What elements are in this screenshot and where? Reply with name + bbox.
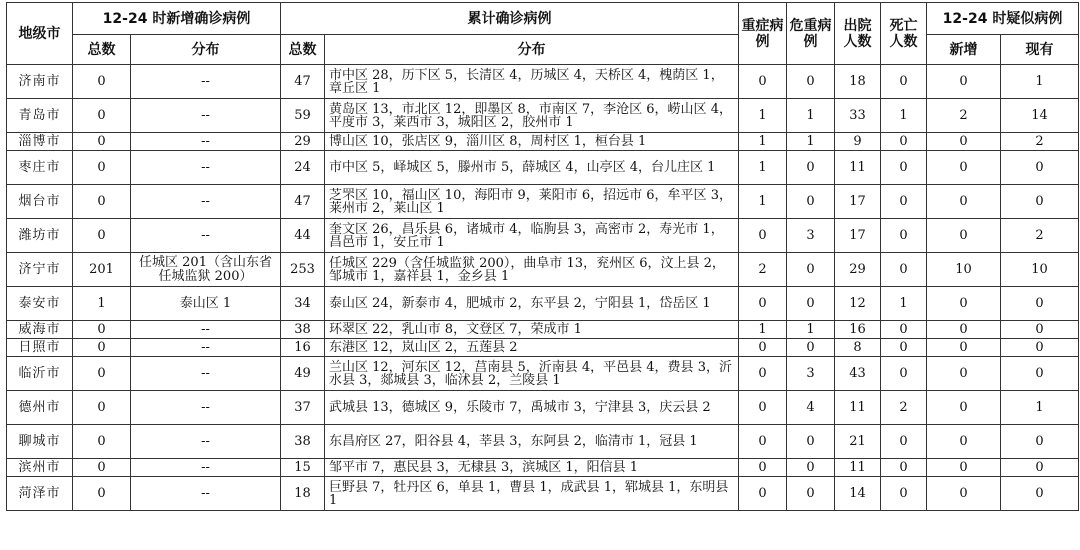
header-row-1 bbox=[7, 3, 1079, 35]
discharged-count: 14 bbox=[835, 477, 881, 511]
discharged-count: 16 bbox=[835, 321, 881, 339]
death-count: 0 bbox=[881, 425, 927, 459]
new-distribution: -- bbox=[131, 65, 281, 99]
cum-distribution: 博山区 10，张店区 9，淄川区 8，周村区 1，桓台县 1 bbox=[325, 133, 739, 151]
new-total: 0 bbox=[73, 151, 131, 185]
cum-total: 47 bbox=[281, 65, 325, 99]
table-row bbox=[7, 459, 1079, 477]
suspected-current: 2 bbox=[1001, 219, 1079, 253]
header-cumulative-confirmed: 累计确诊病例 bbox=[281, 3, 739, 35]
new-total: 0 bbox=[73, 185, 131, 219]
cum-distribution: 奎文区 26，昌乐县 6，诸城市 4，临朐县 3，高密市 2，寿光市 1，昌邑市 1，安丘市 1 bbox=[325, 219, 739, 253]
case-table bbox=[6, 2, 1079, 511]
cum-total: 15 bbox=[281, 459, 325, 477]
death-count: 0 bbox=[881, 219, 927, 253]
cum-total: 34 bbox=[281, 287, 325, 321]
cum-distribution: 巨野县 7，牡丹区 6，单县 1，曹县 1，成武县 1，郓城县 1，东明县 1 bbox=[325, 477, 739, 511]
suspected-current: 14 bbox=[1001, 99, 1079, 133]
new-total: 0 bbox=[73, 477, 131, 511]
cum-distribution: 邹平市 7，惠民县 3，无棣县 3，滨城区 1，阳信县 1 bbox=[325, 459, 739, 477]
suspected-new: 0 bbox=[927, 219, 1001, 253]
table-row bbox=[7, 357, 1079, 391]
new-distribution: -- bbox=[131, 357, 281, 391]
cum-total: 29 bbox=[281, 133, 325, 151]
death-count: 0 bbox=[881, 339, 927, 357]
critical-count: 0 bbox=[787, 425, 835, 459]
new-distribution: -- bbox=[131, 459, 281, 477]
cum-total: 253 bbox=[281, 253, 325, 287]
header-new-total: 总数 bbox=[73, 35, 131, 65]
cum-distribution: 环翠区 22，乳山市 8，文登区 7，荣成市 1 bbox=[325, 321, 739, 339]
suspected-current: 2 bbox=[1001, 133, 1079, 151]
cum-distribution: 芝罘区 10，福山区 10，海阳市 9，莱阳市 6，招远市 6，牟平区 3，莱州市 2，莱山区 1 bbox=[325, 185, 739, 219]
cum-total: 59 bbox=[281, 99, 325, 133]
cum-total: 18 bbox=[281, 477, 325, 511]
suspected-new: 0 bbox=[927, 65, 1001, 99]
cum-distribution: 东昌府区 27，阳谷县 4，莘县 3，东阿县 2，临清市 1，冠县 1 bbox=[325, 425, 739, 459]
header-severe: 重症病例 bbox=[739, 3, 787, 65]
header-critical: 危重病例 bbox=[787, 3, 835, 65]
new-total: 0 bbox=[73, 339, 131, 357]
discharged-count: 11 bbox=[835, 151, 881, 185]
suspected-current: 0 bbox=[1001, 185, 1079, 219]
severe-count: 0 bbox=[739, 391, 787, 425]
table-row bbox=[7, 151, 1079, 185]
death-count: 1 bbox=[881, 287, 927, 321]
table-row bbox=[7, 185, 1079, 219]
critical-count: 1 bbox=[787, 133, 835, 151]
discharged-count: 9 bbox=[835, 133, 881, 151]
death-count: 0 bbox=[881, 185, 927, 219]
death-count: 1 bbox=[881, 99, 927, 133]
header-city: 地级市 bbox=[7, 3, 73, 65]
cum-total: 16 bbox=[281, 339, 325, 357]
header-suspected: 12-24 时疑似病例 bbox=[927, 3, 1079, 35]
severe-count: 1 bbox=[739, 133, 787, 151]
table-row bbox=[7, 133, 1079, 151]
new-total: 0 bbox=[73, 219, 131, 253]
header-new-confirmed: 12-24 时新增确诊病例 bbox=[73, 3, 281, 35]
table-row bbox=[7, 321, 1079, 339]
cum-total: 44 bbox=[281, 219, 325, 253]
critical-count: 0 bbox=[787, 459, 835, 477]
severe-count: 0 bbox=[739, 357, 787, 391]
suspected-current: 0 bbox=[1001, 339, 1079, 357]
cum-distribution: 泰山区 24，新泰市 4，肥城市 2，东平县 2，宁阳县 1，岱岳区 1 bbox=[325, 287, 739, 321]
suspected-new: 0 bbox=[927, 185, 1001, 219]
city-name: 枣庄市 bbox=[7, 151, 73, 185]
suspected-current: 0 bbox=[1001, 477, 1079, 511]
cum-distribution: 任城区 229（含任城监狱 200），曲阜市 13，兖州区 6，汶上县 2，邹城市 1，嘉祥县 1，金乡县 1 bbox=[325, 253, 739, 287]
new-total: 0 bbox=[73, 391, 131, 425]
table-row bbox=[7, 425, 1079, 459]
discharged-count: 17 bbox=[835, 219, 881, 253]
table-row bbox=[7, 287, 1079, 321]
death-count: 0 bbox=[881, 151, 927, 185]
critical-count: 3 bbox=[787, 219, 835, 253]
cum-distribution: 市中区 5，峄城区 5，滕州市 5，薛城区 4，山亭区 4，台儿庄区 1 bbox=[325, 151, 739, 185]
critical-count: 0 bbox=[787, 339, 835, 357]
new-total: 0 bbox=[73, 321, 131, 339]
discharged-count: 33 bbox=[835, 99, 881, 133]
header-cum-total: 总数 bbox=[281, 35, 325, 65]
table-row bbox=[7, 253, 1079, 287]
table-row bbox=[7, 99, 1079, 133]
table-row bbox=[7, 65, 1079, 99]
death-count: 0 bbox=[881, 253, 927, 287]
new-total: 0 bbox=[73, 459, 131, 477]
new-total: 1 bbox=[73, 287, 131, 321]
city-name: 潍坊市 bbox=[7, 219, 73, 253]
header-deaths: 死亡人数 bbox=[881, 3, 927, 65]
severe-count: 2 bbox=[739, 253, 787, 287]
header-suspected-current: 现有 bbox=[1001, 35, 1079, 65]
severe-count: 0 bbox=[739, 65, 787, 99]
death-count: 0 bbox=[881, 459, 927, 477]
suspected-current: 0 bbox=[1001, 459, 1079, 477]
severe-count: 1 bbox=[739, 185, 787, 219]
suspected-new: 0 bbox=[927, 425, 1001, 459]
severe-count: 1 bbox=[739, 321, 787, 339]
death-count: 0 bbox=[881, 357, 927, 391]
city-name: 菏泽市 bbox=[7, 477, 73, 511]
suspected-current: 0 bbox=[1001, 321, 1079, 339]
new-total: 0 bbox=[73, 65, 131, 99]
table-row bbox=[7, 477, 1079, 511]
death-count: 0 bbox=[881, 477, 927, 511]
suspected-new: 0 bbox=[927, 357, 1001, 391]
suspected-current: 0 bbox=[1001, 425, 1079, 459]
city-name: 滨州市 bbox=[7, 459, 73, 477]
suspected-new: 0 bbox=[927, 339, 1001, 357]
city-name: 淄博市 bbox=[7, 133, 73, 151]
suspected-current: 0 bbox=[1001, 287, 1079, 321]
cum-distribution: 兰山区 12，河东区 12，莒南县 5，沂南县 4，平邑县 4，费县 3，沂水县 3，郯城县 3，临沭县 2，兰陵县 1 bbox=[325, 357, 739, 391]
discharged-count: 17 bbox=[835, 185, 881, 219]
suspected-new: 10 bbox=[927, 253, 1001, 287]
critical-count: 0 bbox=[787, 287, 835, 321]
discharged-count: 11 bbox=[835, 391, 881, 425]
cum-distribution: 黄岛区 13，市北区 12，即墨区 8，市南区 7，李沧区 6，崂山区 4，平度市 3，莱西市 3，城阳区 2，胶州市 1 bbox=[325, 99, 739, 133]
new-distribution: -- bbox=[131, 185, 281, 219]
critical-count: 0 bbox=[787, 477, 835, 511]
new-distribution: -- bbox=[131, 133, 281, 151]
death-count: 2 bbox=[881, 391, 927, 425]
new-distribution: -- bbox=[131, 339, 281, 357]
severe-count: 0 bbox=[739, 219, 787, 253]
new-distribution: 任城区 201（含山东省任城监狱 200） bbox=[131, 253, 281, 287]
critical-count: 1 bbox=[787, 321, 835, 339]
death-count: 0 bbox=[881, 65, 927, 99]
discharged-count: 43 bbox=[835, 357, 881, 391]
critical-count: 1 bbox=[787, 99, 835, 133]
new-distribution: -- bbox=[131, 219, 281, 253]
cum-total: 49 bbox=[281, 357, 325, 391]
new-distribution: 泰山区 1 bbox=[131, 287, 281, 321]
new-total: 201 bbox=[73, 253, 131, 287]
cum-total: 37 bbox=[281, 391, 325, 425]
critical-count: 3 bbox=[787, 357, 835, 391]
header-discharged: 出院人数 bbox=[835, 3, 881, 65]
new-distribution: -- bbox=[131, 391, 281, 425]
new-distribution: -- bbox=[131, 477, 281, 511]
new-total: 0 bbox=[73, 133, 131, 151]
discharged-count: 21 bbox=[835, 425, 881, 459]
critical-count: 0 bbox=[787, 253, 835, 287]
new-distribution: -- bbox=[131, 321, 281, 339]
discharged-count: 8 bbox=[835, 339, 881, 357]
new-distribution: -- bbox=[131, 151, 281, 185]
city-name: 济宁市 bbox=[7, 253, 73, 287]
suspected-new: 0 bbox=[927, 287, 1001, 321]
table-row bbox=[7, 219, 1079, 253]
cum-distribution: 市中区 28，历下区 5，长清区 4，历城区 4，天桥区 4，槐荫区 1，章丘区 1 bbox=[325, 65, 739, 99]
new-distribution: -- bbox=[131, 425, 281, 459]
city-name: 济南市 bbox=[7, 65, 73, 99]
suspected-new: 2 bbox=[927, 99, 1001, 133]
cum-total: 38 bbox=[281, 425, 325, 459]
discharged-count: 29 bbox=[835, 253, 881, 287]
table-row bbox=[7, 391, 1079, 425]
new-total: 0 bbox=[73, 357, 131, 391]
cum-distribution: 东港区 12，岚山区 2，五莲县 2 bbox=[325, 339, 739, 357]
suspected-new: 0 bbox=[927, 151, 1001, 185]
city-name: 烟台市 bbox=[7, 185, 73, 219]
critical-count: 0 bbox=[787, 65, 835, 99]
severe-count: 0 bbox=[739, 459, 787, 477]
cum-distribution: 武城县 13，德城区 9，乐陵市 7，禹城市 3，宁津县 3，庆云县 2 bbox=[325, 391, 739, 425]
city-name: 日照市 bbox=[7, 339, 73, 357]
city-name: 青岛市 bbox=[7, 99, 73, 133]
suspected-current: 0 bbox=[1001, 357, 1079, 391]
new-total: 0 bbox=[73, 99, 131, 133]
critical-count: 4 bbox=[787, 391, 835, 425]
discharged-count: 18 bbox=[835, 65, 881, 99]
suspected-new: 0 bbox=[927, 133, 1001, 151]
header-suspected-new: 新增 bbox=[927, 35, 1001, 65]
header-cum-distribution: 分布 bbox=[325, 35, 739, 65]
city-name: 临沂市 bbox=[7, 357, 73, 391]
city-name: 威海市 bbox=[7, 321, 73, 339]
death-count: 0 bbox=[881, 133, 927, 151]
suspected-current: 10 bbox=[1001, 253, 1079, 287]
header-new-distribution: 分布 bbox=[131, 35, 281, 65]
cum-total: 24 bbox=[281, 151, 325, 185]
city-name: 德州市 bbox=[7, 391, 73, 425]
suspected-current: 0 bbox=[1001, 151, 1079, 185]
table-row bbox=[7, 339, 1079, 357]
severe-count: 1 bbox=[739, 99, 787, 133]
suspected-new: 0 bbox=[927, 391, 1001, 425]
severe-count: 0 bbox=[739, 287, 787, 321]
suspected-current: 1 bbox=[1001, 391, 1079, 425]
critical-count: 0 bbox=[787, 185, 835, 219]
cum-total: 38 bbox=[281, 321, 325, 339]
severe-count: 0 bbox=[739, 339, 787, 357]
death-count: 0 bbox=[881, 321, 927, 339]
new-distribution: -- bbox=[131, 99, 281, 133]
cum-total: 47 bbox=[281, 185, 325, 219]
critical-count: 0 bbox=[787, 151, 835, 185]
suspected-current: 1 bbox=[1001, 65, 1079, 99]
severe-count: 0 bbox=[739, 477, 787, 511]
severe-count: 0 bbox=[739, 425, 787, 459]
city-name: 聊城市 bbox=[7, 425, 73, 459]
suspected-new: 0 bbox=[927, 477, 1001, 511]
discharged-count: 11 bbox=[835, 459, 881, 477]
new-total: 0 bbox=[73, 425, 131, 459]
city-name: 泰安市 bbox=[7, 287, 73, 321]
suspected-new: 0 bbox=[927, 321, 1001, 339]
suspected-new: 0 bbox=[927, 459, 1001, 477]
severe-count: 1 bbox=[739, 151, 787, 185]
discharged-count: 12 bbox=[835, 287, 881, 321]
